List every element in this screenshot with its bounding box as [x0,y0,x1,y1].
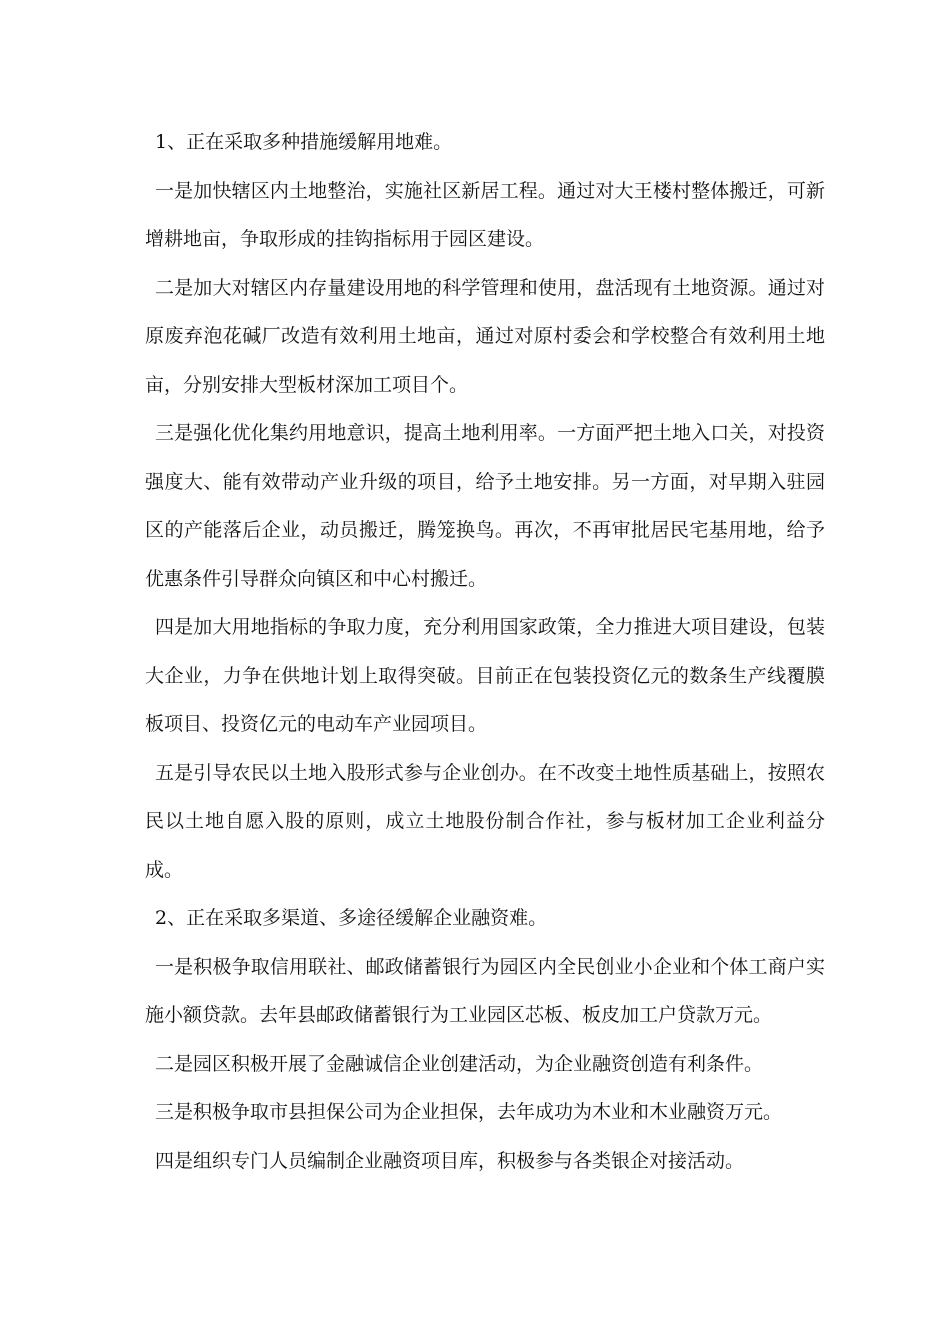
paragraph-project-library: 四是组织专门人员编制企业融资项目库，积极参与各类银企对接活动。 [155,1149,745,1172]
paragraph-microloans: 一是积极争取信用联社、邮政储蓄银行为园区内全民创业小企业和个体工商户实施小额贷款。去年县邮政储蓄银行为工业园区芯板、板皮加工户贷款万元。 [145,955,825,1026]
heading-land-measures: 1、正在采取多种措施缓解用地难。 [155,131,453,153]
paragraph-existing-land-management: 二是加大对辖区内存量建设用地的科学管理和使用，盘活现有土地资源。通过对原废弃泡花碱厂改造有效利用土地亩，通过对原村委会和学校整合有效利用土地亩，分别安排大型板材深加工项目个。 [145,276,825,396]
heading-financing-measures: 2、正在采取多渠道、多途径缓解企业融资难。 [155,907,548,929]
paragraph-land-consolidation: 一是加快辖区内土地整治，实施社区新居工程。通过对大王楼村整体搬迁，可新增耕地亩，争取形成的挂钩指标用于园区建设。 [145,179,825,250]
paragraph-credit-enterprise: 二是园区积极开展了金融诚信企业创建活动，为企业融资创造有利条件。 [155,1052,764,1075]
paragraph-land-quota: 四是加大用地指标的争取力度，充分利用国家政策，全力推进大项目建设，包装大企业，力争在供地计划上取得突破。目前正在包装投资亿元的数条生产线覆膜板项目、投资亿元的电动车产业园项目。 [145,616,825,735]
paragraph-intensive-land-use: 三是强化优化集约用地意识，提高土地利用率。一方面严把土地入口关，对投资强度大、能有效带动产业升级的项目，给予土地安排。另一方面，对早期入驻园区的产能落后企业，动员搬迁，腾笼换鸟。再次，不再审批居民宅基用地，给予优惠条件引导群众向镇区和中心村搬迁。 [145,422,825,590]
paragraph-guarantee: 三是积极争取市县担保公司为企业担保，去年成功为木业和木业融资万元。 [155,1101,783,1123]
paragraph-land-shares: 五是引导农民以土地入股形式参与企业创办。在不改变土地性质基础上，按照农民以土地自愿入股的原则，成立土地股份制合作社，参与板材加工企业利益分成。 [145,761,825,881]
document-body [145,118,825,1185]
